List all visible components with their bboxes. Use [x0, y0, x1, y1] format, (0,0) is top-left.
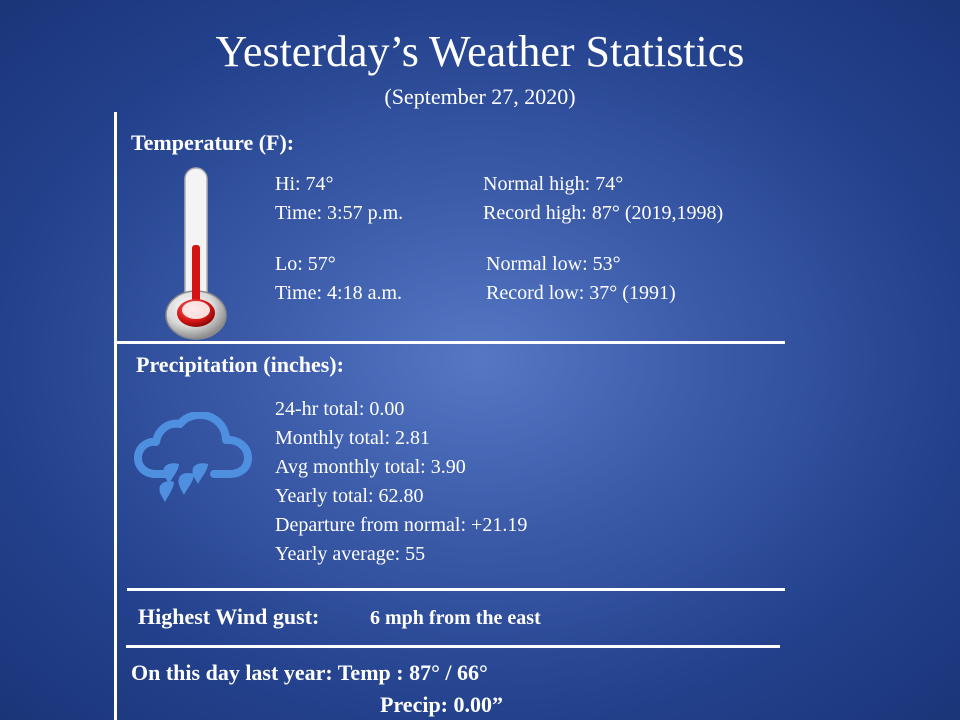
- precip-monthly-total: Monthly total: 2.81: [275, 427, 430, 449]
- temperature-heading: Temperature (F):: [131, 130, 295, 155]
- page-date: (September 27, 2020): [384, 84, 576, 109]
- temp-lo: Lo: 57°: [275, 253, 336, 275]
- wind-heading: Highest Wind gust:: [138, 604, 320, 629]
- temp-normal-low: Normal low: 53°: [486, 253, 621, 275]
- precipitation-divider: [127, 588, 785, 591]
- wind-value: 6 mph from the east: [370, 607, 541, 629]
- temp-normal-high: Normal high: 74°: [483, 173, 624, 195]
- wind-divider: [126, 645, 780, 648]
- rain-cloud-icon: [134, 412, 254, 508]
- last-year-precip: Precip: 0.00”: [380, 692, 504, 717]
- precip-avg-monthly-total: Avg monthly total: 3.90: [275, 456, 466, 478]
- precipitation-heading: Precipitation (inches):: [136, 352, 344, 377]
- temp-record-low: Record low: 37° (1991): [486, 282, 676, 304]
- left-divider: [114, 112, 117, 720]
- precip-departure-from-normal: Departure from normal: +21.19: [275, 514, 528, 536]
- temp-hi: Hi: 74°: [275, 173, 334, 195]
- temp-hi-time: Time: 3:57 p.m.: [275, 202, 404, 224]
- precipitation-list: [275, 395, 527, 569]
- precip-24hr-total: 24-hr total: 0.00: [275, 398, 405, 420]
- precip-yearly-total: Yearly total: 62.80: [275, 485, 424, 507]
- thermometer-icon: [160, 165, 232, 345]
- precip-yearly-average: Yearly average: 55: [275, 543, 426, 565]
- page-title: Yesterday’s Weather Statistics: [215, 27, 745, 76]
- temp-record-high: Record high: 87° (2019,1998): [483, 202, 724, 224]
- last-year-temp: On this day last year: Temp : 87° / 66°: [131, 660, 488, 685]
- temp-lo-time: Time: 4:18 a.m.: [275, 282, 403, 304]
- temperature-divider: [117, 341, 785, 344]
